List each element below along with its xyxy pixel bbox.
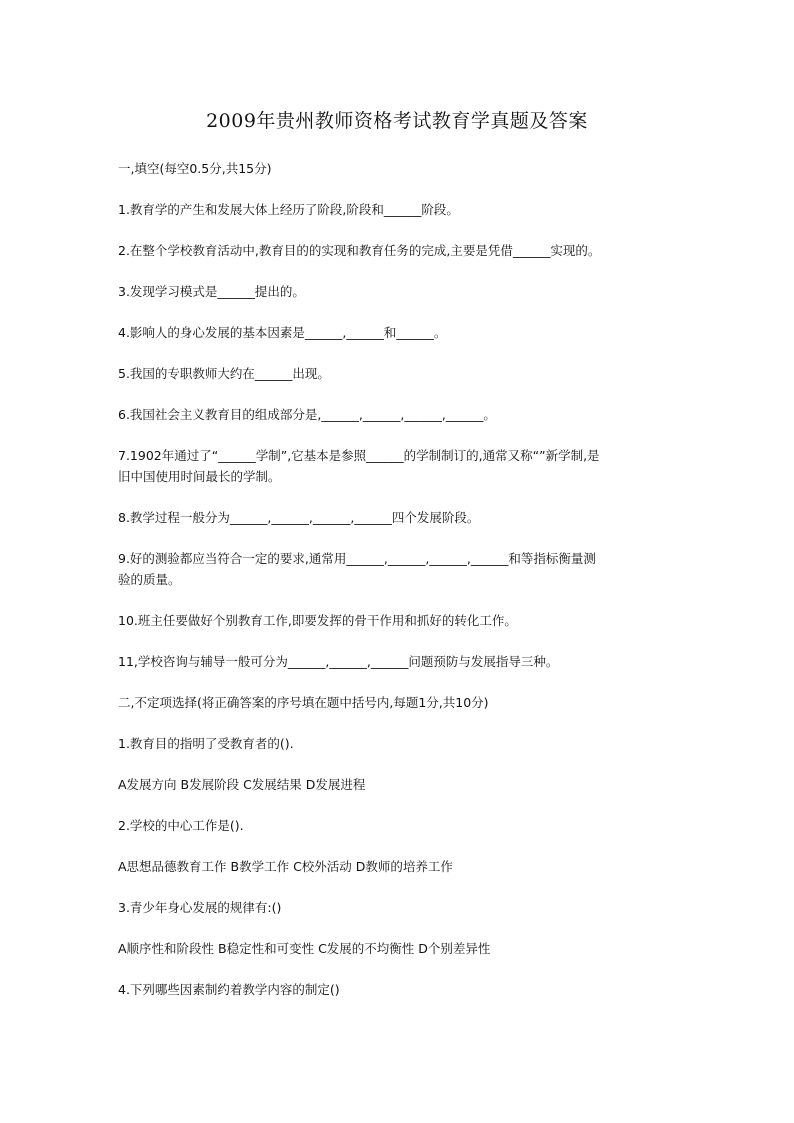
question-7-line-1: 7.1902年通过了“______学制”,它基本是参照______的学制制订的,通常又称“”新学制,是 xyxy=(118,448,600,463)
question-9-line-1: 9.好的测验都应当符合一定的要求,通常用______,______,______,______和等指标衡量测 xyxy=(118,551,596,566)
question-9-line-2: 验的质量。 xyxy=(118,572,181,587)
question-5: 5.我国的专职教师大约在______出现。 xyxy=(118,366,330,381)
section-header-multiple-choice: 二,不定项选择(将正确答案的序号填在题中括号内,每题1分,共10分) xyxy=(118,695,489,710)
mc-question-1: 1.教育目的指明了受教育者的(). xyxy=(118,736,294,751)
question-2: 2.在整个学校教育活动中,教育目的的实现和教育任务的完成,主要是凭借______实现的。 xyxy=(118,243,601,258)
question-4: 4.影响人的身心发展的基本因素是______,______和______。 xyxy=(118,325,447,340)
question-10: 10.班主任要做好个别教育工作,即要发挥的骨干作用和抓好的转化工作。 xyxy=(118,613,517,628)
mc-question-3-options: A顺序性和阶段性 B稳定性和可变性 C发展的不均衡性 D个别差异性 xyxy=(118,941,491,956)
document-body xyxy=(118,158,698,1000)
mc-question-2: 2.学校的中心工作是(). xyxy=(118,818,244,833)
mc-question-1-options: A发展方向 B发展阶段 C发展结果 D发展进程 xyxy=(118,777,366,792)
question-8: 8.教学过程一般分为______,______,______,______四个发展阶段。 xyxy=(118,510,480,525)
mc-question-4: 4.下列哪些因素制约着教学内容的制定() xyxy=(118,982,340,997)
document-title: 2009年贵州教师资格考试教育学真题及答案 xyxy=(206,110,588,132)
question-11: 11,学校咨询与辅导一般可分为______,______,______问题预防与发展指导三种。 xyxy=(118,654,559,669)
mc-question-3: 3.青少年身心发展的规律有:() xyxy=(118,900,282,915)
question-6: 6.我国社会主义教育目的组成部分是,______,______,______,______。 xyxy=(118,407,496,422)
mc-question-2-options: A思想品德教育工作 B教学工作 C校外活动 D教师的培养工作 xyxy=(118,859,453,874)
section-header-fill-in: 一,填空(每空0.5分,共15分) xyxy=(118,161,272,176)
question-3: 3.发现学习模式是______提出的。 xyxy=(118,284,305,299)
question-1: 1.教育学的产生和发展大体上经历了阶段,阶段和______阶段。 xyxy=(118,202,459,217)
question-7-line-2: 旧中国使用时间最长的学制。 xyxy=(118,469,281,484)
